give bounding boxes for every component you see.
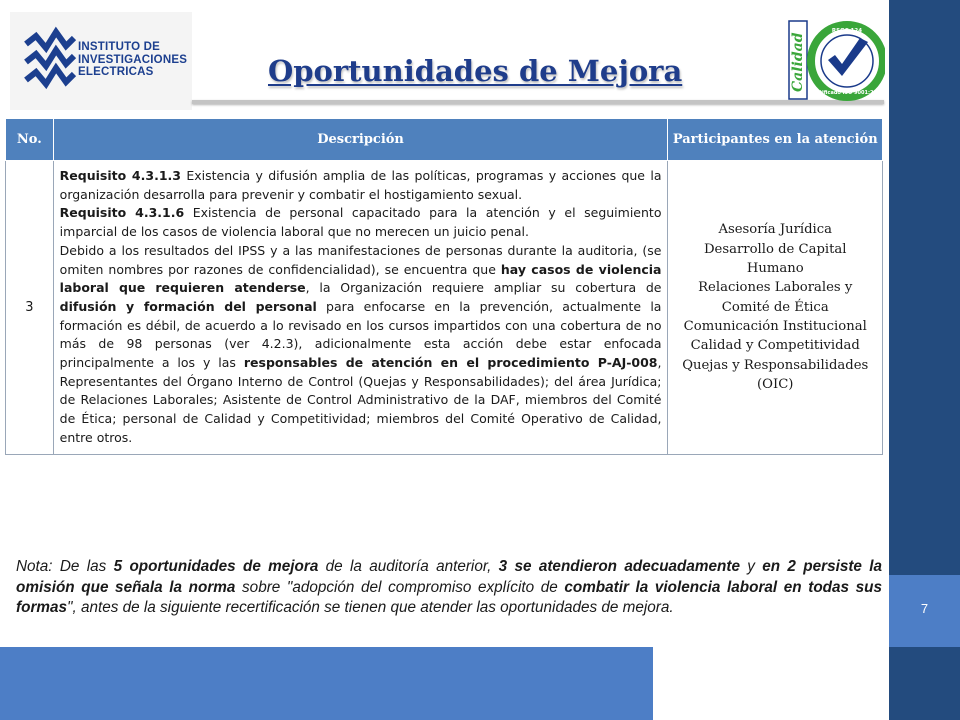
bold-text-run: combatir la violencia laboral en todas sus formas (16, 578, 882, 616)
logo-line: INVESTIGACIONES (78, 53, 188, 66)
header-participants: Participantes en la atención (668, 119, 883, 161)
header-description: Descripción (53, 119, 668, 161)
row-number: 3 (6, 161, 54, 455)
text-run: ", antes de la siguiente recertificación se tienen que atender las oportunidades de mejora. (67, 599, 674, 616)
logo-line: ELECTRICAS (78, 66, 154, 78)
participant-line: Quejas y Responsabilidades (682, 357, 869, 373)
bold-text-run: difusión y formación del personal (59, 298, 317, 314)
table-header-row (6, 119, 883, 161)
bold-text-run: 5 oportunidades de mejora (113, 558, 319, 575)
page-number: 7 (920, 601, 929, 616)
table-row (6, 161, 883, 455)
bold-text-run: hay casos de violencia laboral que requieren atenderse (59, 261, 662, 296)
participant-line: Comunicación Institucional (683, 318, 867, 334)
iie-logo-text (78, 41, 187, 79)
description-paragraph (60, 204, 662, 241)
participant-line: Desarrollo de Capital (703, 241, 847, 257)
participant-line: Relaciones Laborales y (698, 280, 853, 296)
text-run: para enfocarse en la prevención, actualmente la formación es débil, de acuerdo a lo revisado en los cursos impartidos con una cobertura de no más de 98 personas (ver 4.2.3), adicionalmente esta acción debe estar enfocada principalmente a los y las (59, 298, 662, 371)
bold-text-run: Requisito 4.3.1.3 (59, 168, 181, 183)
participant-line: Humano (746, 261, 804, 277)
text-run: y (739, 558, 763, 575)
bottom-blank-area (653, 647, 889, 720)
participant-line: Asesoría Jurídica (718, 222, 833, 238)
text-run: Debido a los resultados del IPSS y a las manifestaciones de personas durante la auditoria, (se omiten nombres por razones de confidencialidad), se encuentra que (59, 242, 662, 277)
bold-text-run: responsables de atención en el procedimiento P-AJ-008 (243, 355, 658, 371)
iie-logo-mark-icon (24, 22, 76, 94)
footnote (16, 557, 882, 619)
text-run: Nota: De las (16, 558, 114, 575)
text-run: , Representantes del Órgano Interno de Control (Quejas y Responsabilidades); del área Jurídica; de Relaciones Laborales; Asistente de Control Administrativo de la DAF, miembros del Comité de Ética; personal de Calidad y Competitividad; miembros del Comité Operativo de Calidad, entre otros. (59, 355, 662, 445)
calidad-vertical-text: Calidad (790, 32, 806, 92)
logo-line: INSTITUTO DE (78, 41, 161, 53)
description-paragraph (60, 167, 662, 204)
participant-line: Calidad y Competitividad (690, 338, 860, 354)
seal-top-text: RSGC 124 (831, 28, 863, 34)
description-paragraph (60, 242, 662, 448)
title-divider (192, 100, 884, 104)
bold-text-run: 3 se atendieron adecuadamente (498, 558, 740, 575)
iie-logo (10, 12, 192, 110)
header-number: No. (6, 119, 54, 161)
seal-ring-text: Certificado ISO 9001:2008 (810, 90, 884, 96)
calidad-certification-logo (788, 18, 885, 104)
improvement-opportunities-table (5, 118, 883, 455)
bold-text-run: en 2 persiste la omisión que señala la norma (16, 558, 883, 596)
page-title: Oportunidades de Mejora (268, 54, 683, 88)
text-run: Existencia de personal capacitado para la atención y el seguimiento imparcial de los casos de violencia laboral que no merecen un juicio penal. (59, 205, 662, 240)
text-run: Existencia y difusión amplia de las políticas, programas y acciones que la organización desarrolla para prevenir y combatir el hostigamiento sexual. (59, 168, 662, 202)
bottom-bar (0, 647, 653, 720)
text-run: sobre "adopción del compromiso explícito de (235, 578, 565, 596)
participant-line: (OIC) (757, 376, 794, 392)
row-description (53, 161, 668, 455)
text-run: de la auditoría anterior, (318, 558, 499, 575)
bold-text-run: Requisito 4.3.1.6 (59, 205, 185, 221)
text-run: , la Organización requiere ampliar su cobertura de (305, 280, 662, 296)
participant-line: Comité de Ética (721, 299, 829, 315)
row-participants (668, 161, 883, 455)
